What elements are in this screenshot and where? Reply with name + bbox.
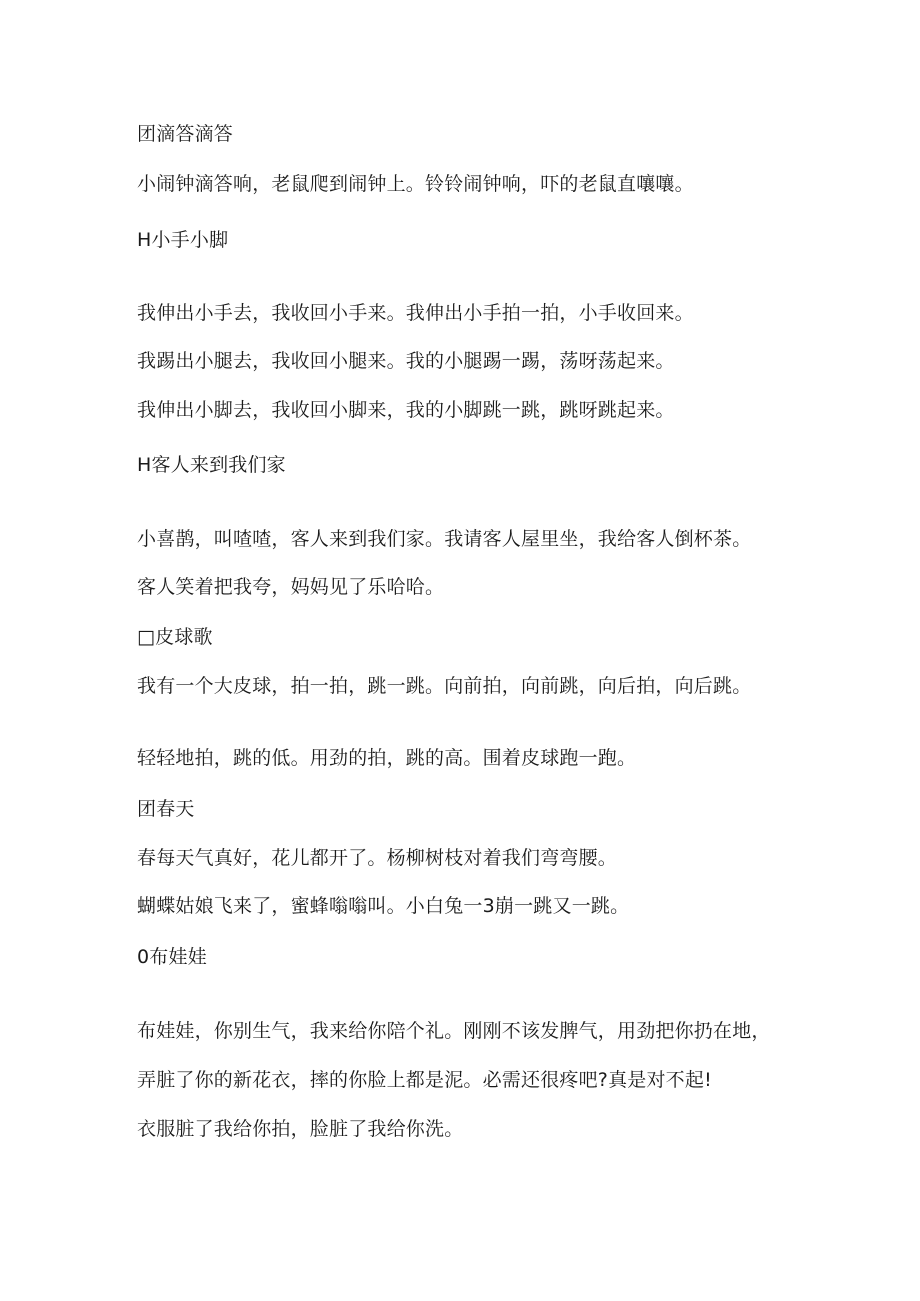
section-title-tick-tock: 团滴答滴答	[137, 123, 234, 145]
paragraph-line: 轻轻地拍，跳的低。用劲的拍，跳的高。围着皮球跑一跑。	[137, 747, 637, 769]
section-title-spring: 团春天	[137, 798, 195, 820]
paragraph-line: 我有一个大皮球，拍一拍，跳一跳。向前拍，向前跳，向后拍，向后跳。	[137, 675, 752, 697]
paragraph-line: 布娃娃，你别生气，我来给你陪个礼。刚刚不该发脾气，用劲把你扔在地，	[137, 1020, 771, 1042]
section-title-little-hands-feet: H小手小脚	[137, 229, 229, 251]
section-title-ball-song: □皮球歌	[137, 626, 213, 648]
paragraph-line: 小喜鹊，叫喳喳，客人来到我们家。我请客人屋里坐，我给客人倒杯茶。	[137, 528, 752, 550]
paragraph-line: 弄脏了你的新花衣，摔的你脸上都是泥。必需还很疼吧?真是对不起!	[137, 1069, 712, 1091]
paragraph-line: 蝴蝶姑娘飞来了，蜜蜂嗡嗡叫。小白兔一3崩一跳又一跳。	[137, 895, 630, 917]
paragraph-line: 我踢出小腿去，我收回小腿来。我的小腿踢一踢，荡呀荡起来。	[137, 350, 675, 372]
paragraph-line: 衣服脏了我给你拍，脸脏了我给你洗。	[137, 1118, 464, 1140]
paragraph-line: 春每天气真好，花儿都开了。杨柳树枝对着我们弯弯腰。	[137, 847, 618, 869]
section-title-guests: H客人来到我们家	[137, 454, 286, 476]
paragraph-line: 我伸出小脚去，我收回小脚来，我的小脚跳一跳，跳呀跳起来。	[137, 399, 675, 421]
paragraph-line: 我伸出小手去，我收回小手来。我伸出小手拍一拍，小手收回来。	[137, 302, 694, 324]
paragraph-line: 小闹钟滴答响，老鼠爬到闹钟上。铃铃闹钟响，吓的老鼠直嚷嚷。	[137, 173, 694, 195]
paragraph-line: 客人笑着把我夸，妈妈见了乐哈哈。	[137, 576, 445, 598]
section-title-rag-doll: 0布娃娃	[137, 946, 207, 968]
